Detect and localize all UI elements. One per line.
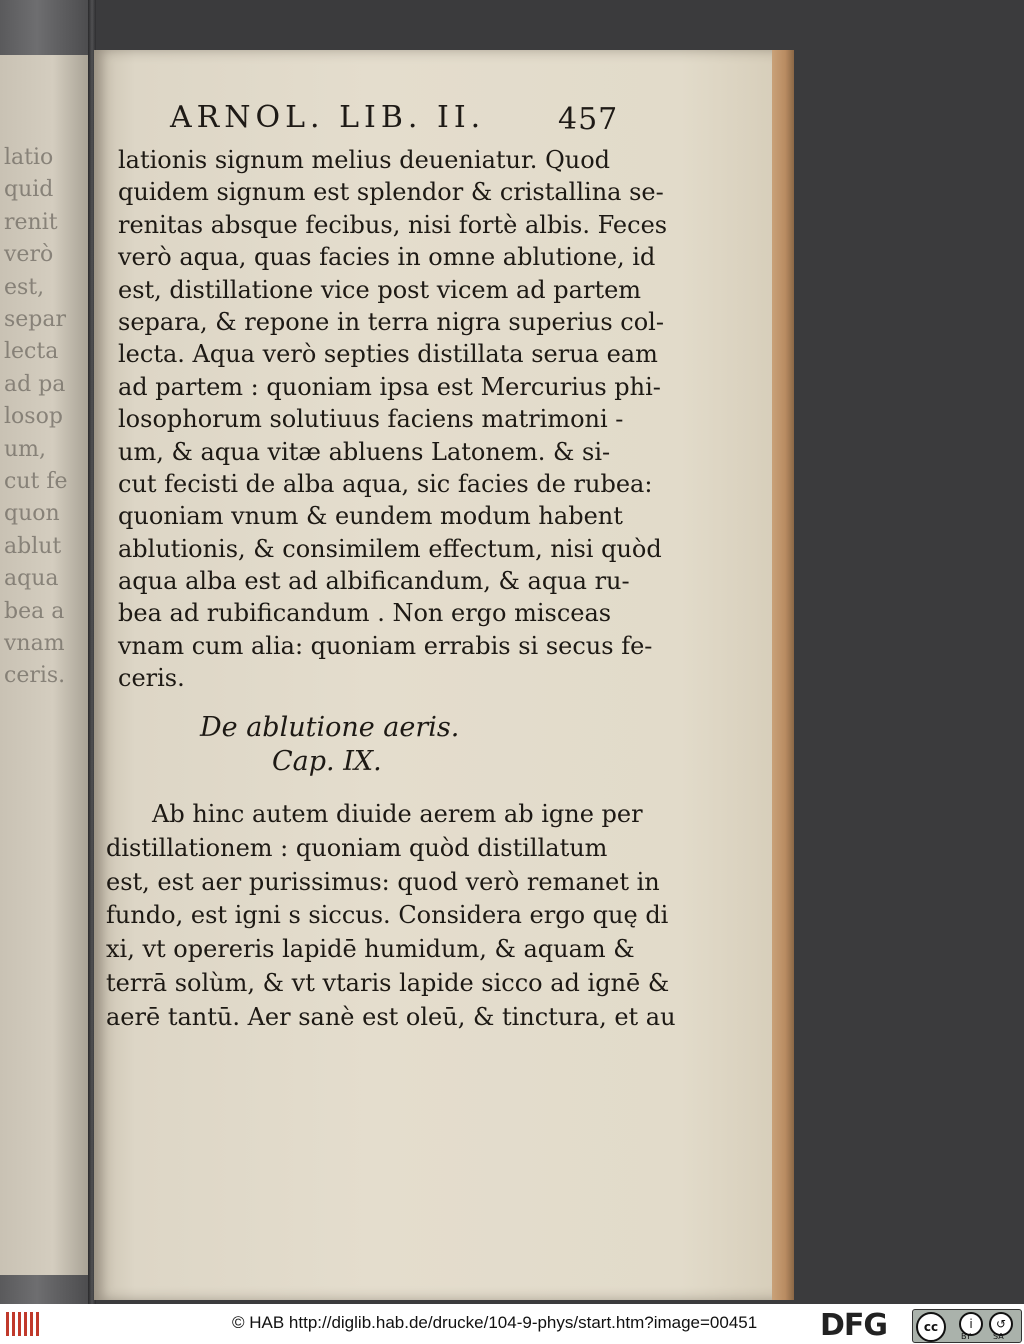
text-line: ablutionis, & consimilem effectum, nisi quòd [118,534,662,563]
facing-page-line: verò [4,242,54,268]
text-line: aerē tantū. Aer sanè est oleū, & tinctura, et au [106,1002,676,1031]
footer-bar [0,1304,1024,1344]
text-line: quoniam vnum & eundem modum habent [118,502,623,531]
facing-page-line: ad pa [4,371,66,397]
text-line: quidem signum est splendor & cristallina se- [118,178,664,207]
facing-page-line: separ [4,307,67,332]
facing-page-line: quon [4,501,60,527]
running-head-title: ARNOL. LIB. II. [170,100,486,135]
sa-icon: ↺ [989,1312,1013,1336]
facing-page-line: lecta [4,339,59,365]
facing-page-line: latio [4,145,54,170]
text-line: um, & aqua vitæ abluens Latonem. & si- [118,437,611,466]
folio-number: 457 [558,102,619,137]
dfg-logo: DFG [820,1308,888,1343]
text-line: est, est aer purissimus: quod verò remanet in [106,867,660,896]
page-edge [772,50,794,1300]
facing-page-line: quid [4,177,54,203]
text-line: ad partem : quoniam ipsa est Mercurius phi- [118,372,661,401]
text-line: bea ad rubificandum . Non ergo misceas [118,599,612,628]
facing-page-line: losop [4,404,63,430]
text-line: vnam cum alia: quoniam errabis si secus fe- [118,631,653,660]
sa-label: SA [993,1332,1004,1341]
text-line: ceris. [118,664,185,693]
cc-icon: cc [916,1312,946,1342]
facing-page-line: vnam [4,631,65,656]
text-line: cut fecisti de alba aqua, sic facies de rubea: [118,469,653,498]
facing-page-line: cut fe [4,469,68,494]
paragraph-1 [118,144,668,695]
facing-page-line: bea a [4,598,65,624]
facing-page-line: est, [4,274,45,300]
by-icon: i [959,1312,983,1336]
chapter-title: De ablutione aeris. [200,712,460,743]
text-line: terrā solùm, & vt vtaris lapide sicco ad ignē & [106,968,670,997]
text-line: distillationem : quoniam quòd distillatum [106,833,608,862]
facing-page-line: um, [4,436,47,462]
text-line: renitas absque fecibus, nisi fortè albis. Feces [118,210,668,239]
text-line: est, distillatione vice post vicem ad partem [118,275,642,304]
text-line: xi, vt opereris lapidē humidum, & aquam & [106,935,635,964]
text-line: verò aqua, quas facies in omne ablutione, id [118,243,656,272]
facing-page-line: ablut [4,533,62,559]
text-line: fundo, est igni s siccus. Considera ergo quę di [106,901,669,930]
facing-page-line: ceris. [4,663,66,689]
by-label: BY [961,1332,971,1341]
text-line: Ab hinc autem diuide aerem ab igne per [152,800,643,828]
text-line: lecta. Aqua verò septies distillata serua eam [118,340,658,369]
paragraph-2 [106,798,676,1035]
text-line: lationis signum melius deueniatur. Quod [118,146,611,174]
text-line: losophorum solutiuus faciens matrimoni - [118,405,624,434]
facing-page [0,55,88,1275]
running-head [170,100,620,135]
facing-page-line: aqua [4,566,59,592]
library-logo-icon [6,1312,42,1336]
chapter-number: Cap. IX. [272,746,382,777]
cc-license-badge [912,1309,1022,1343]
facing-page-line: renit [4,209,58,235]
text-line: aqua alba est ad albificandum, & aqua ru- [118,567,630,596]
footer-credit: © HAB http://diglib.hab.de/drucke/104-9-phys/start.htm?image=00451 [232,1313,758,1332]
text-line: separa, & repone in terra nigra superius col- [118,307,664,336]
